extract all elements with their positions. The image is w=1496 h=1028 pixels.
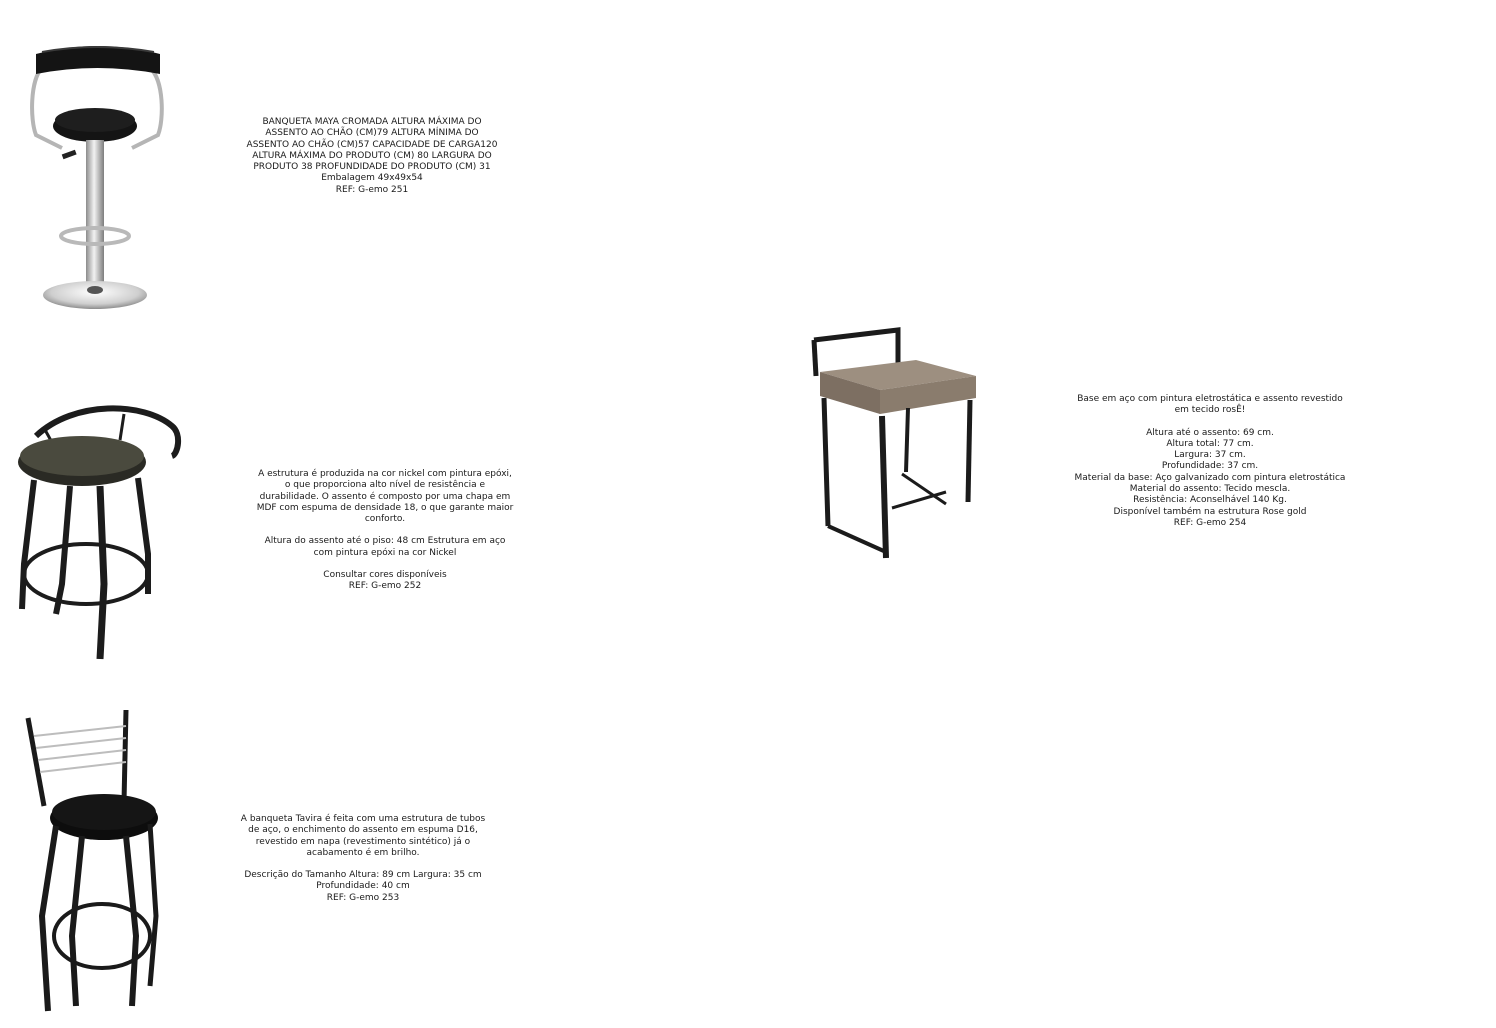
product-spec: Material da base: Aço galvanizado com pintura eletrostática xyxy=(1074,472,1346,483)
product-spec: Largura: 37 cm. xyxy=(1174,450,1246,461)
product-ref: REF: G-emo 251 xyxy=(335,184,409,195)
product-description-intro: Base em aço com pintura eletrostática e assento revestido em tecido rosÊ! xyxy=(1077,394,1343,416)
product-description-254 xyxy=(1074,394,1346,529)
black-round-stool-icon xyxy=(14,404,184,666)
product-description-text: Consultar cores disponíveis xyxy=(323,570,447,581)
product-description-text: Descrição do Tamanho Altura: 89 cm Largura: 35 cm Profundidade: 40 cm xyxy=(244,870,482,892)
product-description-251 xyxy=(246,117,498,196)
product-description-text: A estrutura é produzida na cor nickel com pintura epóxi, o que proporciona alto nível de resistência e durabilidade. O assento é composto por uma chapa em MDF com espuma de densidade 18, o que garante maior conforto. xyxy=(256,469,514,525)
chrome-bar-stool-icon xyxy=(22,40,172,315)
product-ref: REF: G-emo 253 xyxy=(326,892,400,903)
product-spec: Resistência: Aconselhável 140 Kg. xyxy=(1133,495,1287,506)
product-description-text: A banqueta Tavira é feita com uma estrutura de tubos de aço, o enchimento do assento em espuma D16, revestido em napa (revestimento sintético) já o acabamento é em brilho. xyxy=(240,814,486,858)
square-frame-stool-icon xyxy=(806,326,982,564)
product-ref: REF: G-emo 252 xyxy=(348,581,422,592)
product-description-253 xyxy=(236,814,490,904)
product-description-text: Altura do assento até o piso: 48 cm Estrutura em aço com pintura epóxi na cor Nickel xyxy=(264,536,506,558)
product-description-252 xyxy=(254,469,516,593)
product-spec: Disponível também na estrutura Rose gold xyxy=(1113,506,1307,517)
product-description-text: BANQUETA MAYA CROMADA ALTURA MÁXIMA DO ASSENTO AO CHÃO (CM)79 ALTURA MÍNIMA DO ASSENTO AO CHÃO (CM)57 CAPACIDADE DE CARGA120 ALTURA MÁXIMA DO PRODUTO (CM) 80 LARGURA DO PRODUTO 38 PROFUNDIDADE DO PRODUTO (CM) 31 Embalagem 49x49x54 xyxy=(246,117,498,184)
product-spec: Altura total: 77 cm. xyxy=(1166,438,1254,449)
product-ref: REF: G-emo 254 xyxy=(1173,517,1247,528)
black-high-stool-icon xyxy=(22,706,162,1016)
product-spec: Altura até o assento: 69 cm. xyxy=(1146,427,1274,438)
product-spec: Material do assento: Tecido mescla. xyxy=(1129,484,1291,495)
product-spec: Profundidade: 37 cm. xyxy=(1161,461,1259,472)
